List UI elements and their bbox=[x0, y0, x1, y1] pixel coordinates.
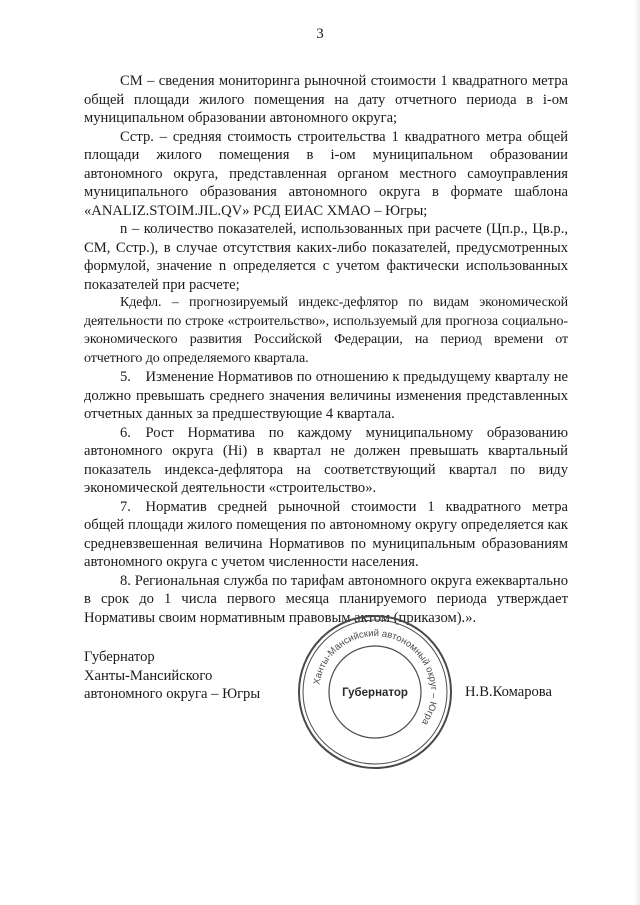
paragraph-cm-definition: СМ – сведения мониторинга рыночной стоимости 1 квадратного метра общей площади жилого помещения на дату отчетного периода в i-ом муниципальном образовании автономного округа; bbox=[84, 73, 568, 126]
signature-block bbox=[84, 648, 260, 704]
scan-edge-shadow bbox=[634, 0, 640, 905]
signer-title-line: автономного округа – Югры bbox=[84, 686, 261, 702]
signer-title-line: Ханты-Мансийского bbox=[84, 667, 213, 684]
seal-ring-text: Ханты-Мансийский автономный округ – Югра bbox=[311, 627, 440, 727]
paragraph-sstr-definition: Сстр. – средняя стоимость строительства 1 квадратного метра общей площади жилого помещения в i-ом муниципальном образовании автономного округа, представленная органом местного самоуправления муниципального образования автономного округа в формате шаблона «ANALIZ.STOIM.JIL.QV» РСД ЕИАС ХМАО – Югры; bbox=[84, 128, 568, 219]
document-body bbox=[84, 72, 568, 627]
signer-name: Н.В.Комарова bbox=[465, 684, 552, 700]
seal-center-text: Губернатор bbox=[342, 687, 408, 699]
paragraph-item-5: 5. Изменение Нормативов по отношению к предыдущему кварталу не должно превышать среднего значения величины изменения представленных отчетных данных за предшествующие 4 квартала. bbox=[84, 369, 568, 422]
paragraph-item-8: 8. Региональная служба по тарифам автономного округа ежеквартально в срок до 1 числа первого месяца планируемого периода утверждает Нормативы своим нормативным правовым актом (приказом).». bbox=[84, 572, 568, 626]
official-seal bbox=[296, 613, 454, 771]
paragraph-kdefl-definition: Кдефл. – прогнозируемый индекс-дефлятор по видам экономической деятельности по строке «строительство», используемый для прогноза социально-экономического развития Российской Федерации, на период времени от отчетного до определяемого квартала. bbox=[84, 295, 568, 366]
page-number: 3 bbox=[316, 26, 324, 42]
paragraph-n-definition: n – количество показателей, использованных при расчете (Цп.р., Цв.р., СМ, Сстр.), в случае отсутствия каких-либо показателей, предусмотренных формулой, значение n определяется с учетом фактически использованных показателей при расчете; bbox=[84, 221, 568, 293]
seal-graphic bbox=[296, 613, 454, 771]
signer-title-line: Губернатор bbox=[84, 649, 155, 665]
paragraph-item-7: 7. Норматив средней рыночной стоимости 1 квадратного метра общей площади жилого помещения по автономному округу определяется как средневзвешенная величина Нормативов по муниципальным образованиям автономного округа с учетом численности населения. bbox=[84, 498, 568, 570]
paragraph-item-6: 6. Рост Норматива по каждому муниципальному образованию автономного округа (Hi) в квартал не должен превышать квартальный показатель индекса-дефлятора на соответствующий квартал по виду экономической деятельности «строительство». bbox=[84, 424, 568, 496]
